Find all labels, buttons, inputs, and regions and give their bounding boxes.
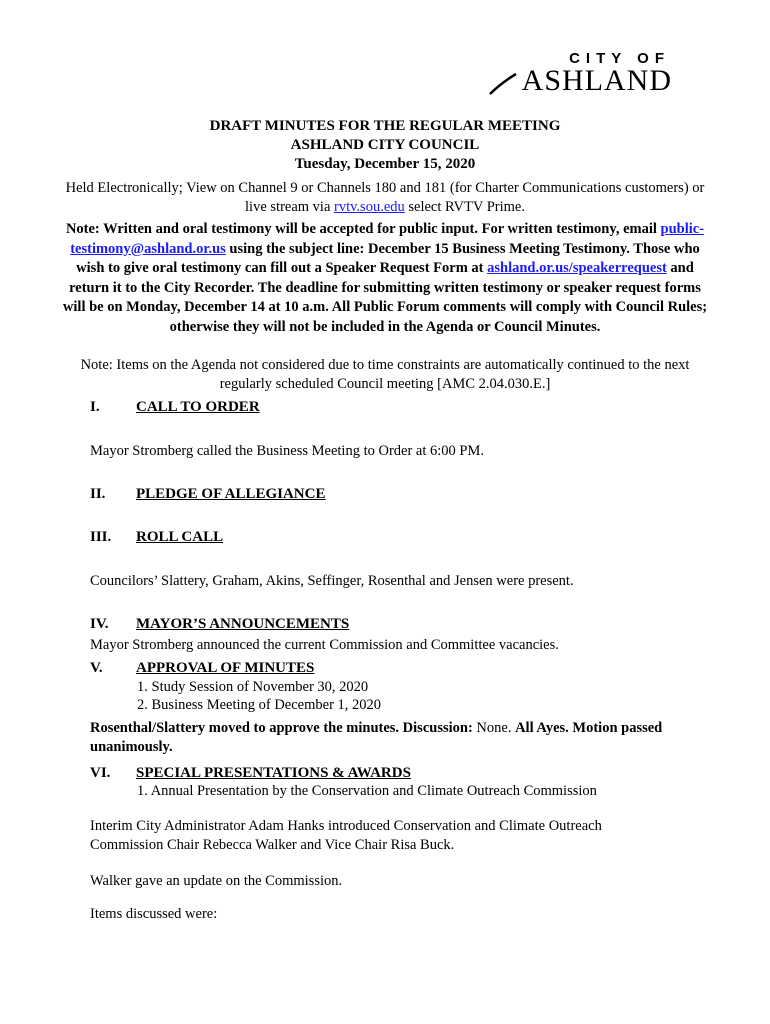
intro-text: Interim City Administrator Adam Hanks introduced Conservation and Climate Outreach Commission Chair Rebecca Walker and Vice Chair Risa Buck. [90,818,602,853]
section-approval-of-minutes [90,659,314,678]
section-title: ROLL CALL [136,529,224,545]
roll-call-text: Councilors’ Slattery, Graham, Akins, Seffinger, Rosenthal and Jensen were present. [90,573,574,589]
motion-text-b: None. [472,720,516,736]
minutes-list [137,678,381,714]
testimony-note [60,220,710,337]
logo-ashland: ASHLAND [521,64,672,97]
testimony-email-link[interactable]: public-testimony@ashland.or.us [70,221,705,257]
list-item: 1. Study Session of November 30, 2020 [137,679,369,695]
held-text-end: select RVTV Prime. [404,199,525,215]
motion-text [90,719,690,757]
section-title: MAYOR’S ANNOUNCEMENTS [136,616,350,632]
update-text: Walker gave an update on the Commission. [90,873,343,889]
speaker-request-link[interactable]: ashland.or.us/speakerrequest [487,260,667,276]
logo-city-of: CITY OF [569,50,670,67]
header-date: Tuesday, December 15, 2020 [294,156,476,172]
section-roll-call [90,528,223,547]
testimony-text-3: and return it to the City Recorder. The deadline for submitting written testimony or speaker request forms will be on Monday, December 14 at 10 a.m. All Public Forum comments will comply with Council Rules; otherwise they will not be included in the Agenda or Council Minutes. [62,260,708,335]
section-title: PLEDGE OF ALLEGIANCE [136,486,326,502]
section-pledge [90,485,325,504]
call-to-order-text: Mayor Stromberg called the Business Meeting to Order at 6:00 PM. [90,443,484,459]
testimony-text-2: using the subject line: December 15 Business Meeting Testimony. Those who wish to give oral testimony can fill out a Speaker Request Form at [76,240,700,276]
section-title: APPROVAL OF MINUTES [136,660,315,676]
section-special-presentations [90,764,411,783]
held-text: Held Electronically; View on Channel 9 or Channels 180 and 181 (for Charter Communications customers) or live stream via [65,180,705,215]
section-number: II. [90,486,106,502]
logo-swoosh-icon [488,68,518,98]
header-title: DRAFT MINUTES FOR THE REGULAR MEETING [209,118,561,134]
section-number: VI. [90,765,111,781]
section-number: III. [90,529,112,545]
section-title: CALL TO ORDER [136,399,260,415]
list-item: 1. Annual Presentation by the Conservation and Climate Outreach Commission [137,783,597,799]
header-council: ASHLAND CITY COUNCIL [290,137,480,153]
motion-text-c: All Ayes. Motion passed unanimously. [90,720,663,755]
items-discussed-text: Items discussed were: [90,906,218,922]
held-electronically-note [60,179,710,217]
motion-text-a: Rosenthal/Slattery moved to approve the minutes. Discussion: [90,720,473,736]
list-item: 2. Business Meeting of December 1, 2020 [137,697,382,713]
city-logo [488,50,674,98]
section-number: I. [90,399,100,415]
announcements-text: Mayor Stromberg announced the current Commission and Committee vacancies. [90,637,559,653]
testimony-text-1: Note: Written and oral testimony will be accepted for public input. For written testimony, email [65,221,661,237]
section-title: SPECIAL PRESENTATIONS & AWARDS [136,765,411,781]
section-call-to-order [90,398,260,417]
section-mayors-announcements [90,615,349,634]
presentation-list [137,782,597,800]
section-number: V. [90,660,103,676]
document-header [0,117,770,174]
section-number: IV. [90,616,109,632]
agenda-note: Note: Items on the Agenda not considered due to time constraints are automatically continued to the next regularly scheduled Council meeting [AMC 2.04.030.E.] [80,357,690,392]
rvtv-link[interactable]: rvtv.sou.edu [334,199,405,215]
